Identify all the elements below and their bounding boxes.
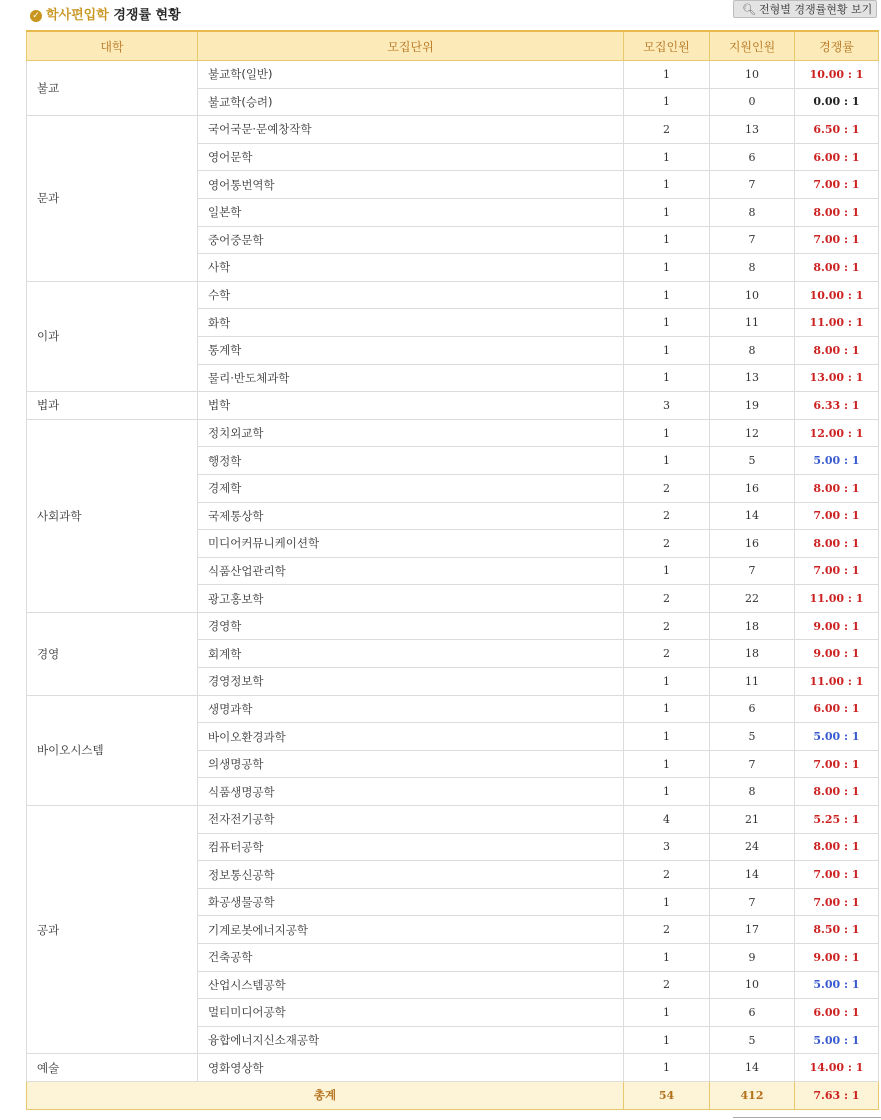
quota-cell: 1	[624, 447, 710, 475]
view-by-type-button[interactable]	[733, 0, 877, 18]
unit-cell: 바이오환경과학	[198, 723, 624, 751]
applicants-cell: 17	[710, 916, 795, 944]
applicants-cell: 7	[710, 226, 795, 254]
applicants-cell: 13	[710, 364, 795, 392]
unit-cell: 미디어커뮤니케이션학	[198, 530, 624, 558]
col-header-unit: 모집단위	[198, 31, 624, 61]
unit-cell: 영어통번역학	[198, 171, 624, 199]
quota-cell: 1	[624, 226, 710, 254]
quota-cell: 1	[624, 61, 710, 89]
ratio-cell: 11.00 : 1	[795, 585, 879, 613]
applicants-cell: 5	[710, 1026, 795, 1054]
ratio-cell: 5.00 : 1	[795, 447, 879, 475]
quota-cell: 3	[624, 833, 710, 861]
quota-cell: 1	[624, 723, 710, 751]
unit-cell: 수학	[198, 281, 624, 309]
ratio-cell: 7.00 : 1	[795, 888, 879, 916]
quota-cell: 1	[624, 198, 710, 226]
applicants-cell: 16	[710, 530, 795, 558]
quota-cell: 2	[624, 971, 710, 999]
quota-cell: 2	[624, 861, 710, 889]
col-header-ratio: 경쟁률	[795, 31, 879, 61]
applicants-cell: 5	[710, 723, 795, 751]
quota-cell: 1	[624, 999, 710, 1027]
unit-cell: 사학	[198, 254, 624, 282]
applicants-cell: 12	[710, 419, 795, 447]
quota-cell: 2	[624, 585, 710, 613]
divider	[733, 1117, 881, 1118]
ratio-cell: 8.00 : 1	[795, 336, 879, 364]
unit-cell: 컴퓨터공학	[198, 833, 624, 861]
unit-cell: 통계학	[198, 336, 624, 364]
applicants-cell: 0	[710, 88, 795, 116]
applicants-cell: 6	[710, 999, 795, 1027]
college-cell: 이과	[27, 281, 198, 391]
unit-cell: 정보통신공학	[198, 861, 624, 889]
applicants-cell: 9	[710, 944, 795, 972]
unit-cell: 경영학	[198, 612, 624, 640]
ratio-cell: 8.00 : 1	[795, 474, 879, 502]
ratio-cell: 8.00 : 1	[795, 530, 879, 558]
unit-cell: 식품산업관리학	[198, 557, 624, 585]
quota-cell: 1	[624, 750, 710, 778]
table-row	[27, 1054, 879, 1082]
ratio-cell: 8.50 : 1	[795, 916, 879, 944]
applicants-cell: 24	[710, 833, 795, 861]
applicants-cell: 6	[710, 695, 795, 723]
col-header-applicants: 지원인원	[710, 31, 795, 61]
quota-cell: 1	[624, 778, 710, 806]
table-row	[27, 695, 879, 723]
total-applicants: 412	[710, 1081, 795, 1109]
quota-cell: 3	[624, 392, 710, 420]
title-highlight: 학사편입학	[46, 8, 109, 23]
college-cell: 예술	[27, 1054, 198, 1082]
ratio-cell: 5.25 : 1	[795, 806, 879, 834]
applicants-cell: 18	[710, 612, 795, 640]
applicants-cell: 11	[710, 668, 795, 696]
ratio-cell: 14.00 : 1	[795, 1054, 879, 1082]
unit-cell: 기계로봇에너지공학	[198, 916, 624, 944]
unit-cell: 산업시스템공학	[198, 971, 624, 999]
unit-cell: 화공생물공학	[198, 888, 624, 916]
ratio-cell: 9.00 : 1	[795, 612, 879, 640]
table-header-row	[27, 31, 879, 61]
applicants-cell: 5	[710, 447, 795, 475]
table-row	[27, 419, 879, 447]
ratio-cell: 5.00 : 1	[795, 723, 879, 751]
unit-cell: 정치외교학	[198, 419, 624, 447]
unit-cell: 중어중문학	[198, 226, 624, 254]
ratio-cell: 8.00 : 1	[795, 254, 879, 282]
unit-cell: 경제학	[198, 474, 624, 502]
ratio-cell: 6.00 : 1	[795, 695, 879, 723]
quota-cell: 2	[624, 530, 710, 558]
table-row	[27, 612, 879, 640]
applicants-cell: 13	[710, 116, 795, 144]
col-header-quota: 모집인원	[624, 31, 710, 61]
applicants-cell: 22	[710, 585, 795, 613]
applicants-cell: 8	[710, 198, 795, 226]
unit-cell: 불교학(일반)	[198, 61, 624, 89]
top-bar	[0, 0, 881, 26]
quota-cell: 2	[624, 640, 710, 668]
unit-cell: 법학	[198, 392, 624, 420]
search-icon: 🔍︎	[742, 3, 756, 16]
ratio-cell: 0.00 : 1	[795, 88, 879, 116]
quota-cell: 1	[624, 668, 710, 696]
ratio-cell: 6.33 : 1	[795, 392, 879, 420]
unit-cell: 의생명공학	[198, 750, 624, 778]
unit-cell: 화학	[198, 309, 624, 337]
college-cell: 사회과학	[27, 419, 198, 612]
applicants-cell: 21	[710, 806, 795, 834]
quota-cell: 1	[624, 888, 710, 916]
ratio-cell: 8.00 : 1	[795, 833, 879, 861]
quota-cell: 1	[624, 309, 710, 337]
quota-cell: 1	[624, 419, 710, 447]
ratio-cell: 11.00 : 1	[795, 309, 879, 337]
total-row	[27, 1081, 879, 1109]
quota-cell: 2	[624, 474, 710, 502]
college-cell: 공과	[27, 806, 198, 1054]
applicants-cell: 8	[710, 778, 795, 806]
college-cell: 문과	[27, 116, 198, 282]
ratio-cell: 11.00 : 1	[795, 668, 879, 696]
check-circle-icon: ✓	[30, 10, 42, 22]
unit-cell: 회계학	[198, 640, 624, 668]
ratio-cell: 12.00 : 1	[795, 419, 879, 447]
applicants-cell: 7	[710, 557, 795, 585]
applicants-cell: 10	[710, 281, 795, 309]
unit-cell: 국제통상학	[198, 502, 624, 530]
college-cell: 불교	[27, 61, 198, 116]
quota-cell: 1	[624, 557, 710, 585]
applicants-cell: 14	[710, 502, 795, 530]
ratio-cell: 7.00 : 1	[795, 750, 879, 778]
ratio-cell: 6.00 : 1	[795, 143, 879, 171]
table-row	[27, 281, 879, 309]
quota-cell: 2	[624, 916, 710, 944]
applicants-cell: 14	[710, 1054, 795, 1082]
ratio-cell: 9.00 : 1	[795, 944, 879, 972]
quota-cell: 2	[624, 502, 710, 530]
applicants-cell: 6	[710, 143, 795, 171]
unit-cell: 일본학	[198, 198, 624, 226]
table-row	[27, 61, 879, 89]
ratio-cell: 10.00 : 1	[795, 61, 879, 89]
unit-cell: 전자전기공학	[198, 806, 624, 834]
unit-cell: 광고홍보학	[198, 585, 624, 613]
applicants-cell: 7	[710, 750, 795, 778]
ratio-cell: 13.00 : 1	[795, 364, 879, 392]
quota-cell: 1	[624, 695, 710, 723]
applicants-cell: 8	[710, 254, 795, 282]
applicants-cell: 18	[710, 640, 795, 668]
college-cell: 경영	[27, 612, 198, 695]
table-row	[27, 392, 879, 420]
applicants-cell: 10	[710, 971, 795, 999]
ratio-cell: 7.00 : 1	[795, 226, 879, 254]
table-row	[27, 116, 879, 144]
total-ratio: 7.63 : 1	[795, 1081, 879, 1109]
applicants-cell: 7	[710, 171, 795, 199]
unit-cell: 국어국문·문예창작학	[198, 116, 624, 144]
ratio-cell: 10.00 : 1	[795, 281, 879, 309]
quota-cell: 2	[624, 116, 710, 144]
unit-cell: 식품생명공학	[198, 778, 624, 806]
applicants-cell: 7	[710, 888, 795, 916]
quota-cell: 1	[624, 364, 710, 392]
quota-cell: 1	[624, 336, 710, 364]
quota-cell: 1	[624, 88, 710, 116]
unit-cell: 멀티미디어공학	[198, 999, 624, 1027]
competition-table	[26, 30, 879, 1110]
total-label: 총계	[27, 1081, 624, 1109]
applicants-cell: 16	[710, 474, 795, 502]
quota-cell: 1	[624, 1054, 710, 1082]
ratio-cell: 8.00 : 1	[795, 198, 879, 226]
total-quota: 54	[624, 1081, 710, 1109]
col-header-college: 대학	[27, 31, 198, 61]
quota-cell: 1	[624, 171, 710, 199]
applicants-cell: 10	[710, 61, 795, 89]
ratio-cell: 9.00 : 1	[795, 640, 879, 668]
table-row	[27, 806, 879, 834]
unit-cell: 영화영상학	[198, 1054, 624, 1082]
ratio-cell: 5.00 : 1	[795, 971, 879, 999]
college-cell: 바이오시스템	[27, 695, 198, 805]
unit-cell: 불교학(승려)	[198, 88, 624, 116]
quota-cell: 1	[624, 143, 710, 171]
unit-cell: 물리·반도체과학	[198, 364, 624, 392]
unit-cell: 융합에너지신소재공학	[198, 1026, 624, 1054]
title-rest: 경쟁률 현황	[113, 8, 181, 23]
unit-cell: 생명과학	[198, 695, 624, 723]
section-title	[30, 4, 181, 23]
ratio-cell: 5.00 : 1	[795, 1026, 879, 1054]
quota-cell: 1	[624, 944, 710, 972]
ratio-cell: 7.00 : 1	[795, 557, 879, 585]
applicants-cell: 19	[710, 392, 795, 420]
ratio-cell: 7.00 : 1	[795, 861, 879, 889]
ratio-cell: 7.00 : 1	[795, 502, 879, 530]
view-button-label: 전형별 경쟁률현황 보기	[758, 3, 873, 16]
quota-cell: 2	[624, 612, 710, 640]
unit-cell: 건축공학	[198, 944, 624, 972]
applicants-cell: 14	[710, 861, 795, 889]
quota-cell: 1	[624, 281, 710, 309]
quota-cell: 1	[624, 1026, 710, 1054]
ratio-cell: 6.00 : 1	[795, 999, 879, 1027]
ratio-cell: 6.50 : 1	[795, 116, 879, 144]
applicants-cell: 11	[710, 309, 795, 337]
applicants-cell: 8	[710, 336, 795, 364]
quota-cell: 4	[624, 806, 710, 834]
unit-cell: 영어문학	[198, 143, 624, 171]
quota-cell: 1	[624, 254, 710, 282]
college-cell: 법과	[27, 392, 198, 420]
unit-cell: 행정학	[198, 447, 624, 475]
ratio-cell: 8.00 : 1	[795, 778, 879, 806]
table-body	[27, 61, 879, 1082]
ratio-cell: 7.00 : 1	[795, 171, 879, 199]
unit-cell: 경영정보학	[198, 668, 624, 696]
